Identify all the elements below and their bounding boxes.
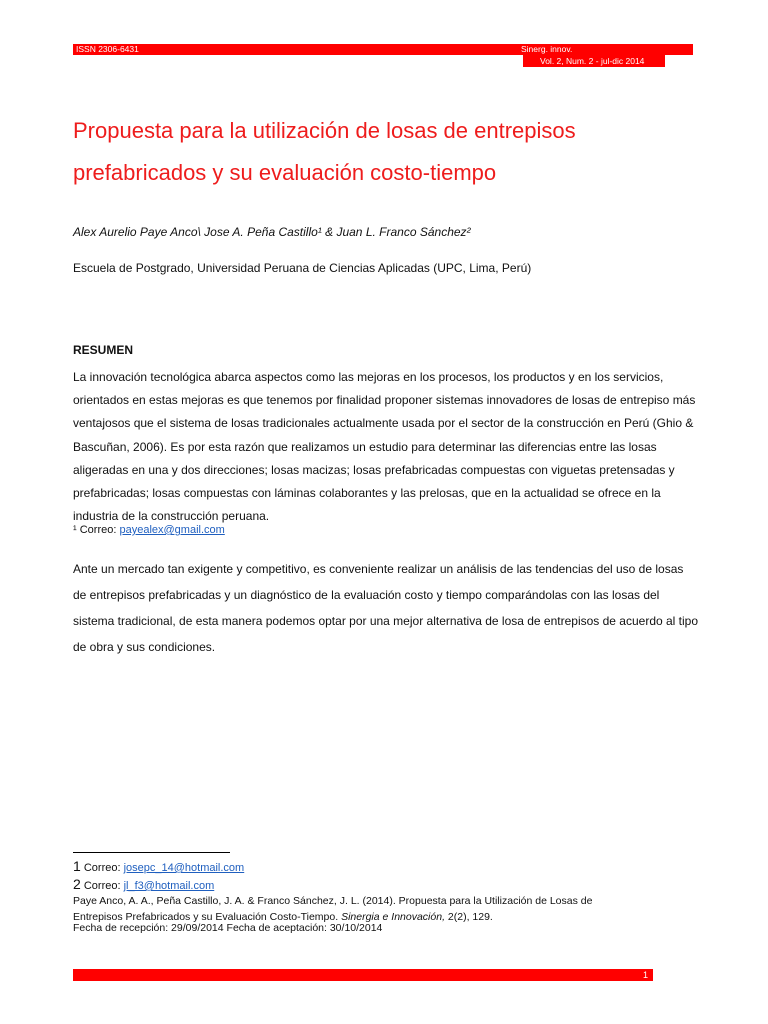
footnote-number: 2: [73, 876, 81, 892]
submission-dates: Fecha de recepción: 29/09/2014 Fecha de aceptación: 30/10/2014: [73, 922, 383, 934]
footnote-number: 1: [73, 858, 81, 874]
footnote-divider: [73, 852, 230, 853]
footnote-2: [73, 876, 214, 892]
email-link-jlf3[interactable]: jl_f3@hotmail.com: [123, 880, 215, 892]
affiliation: Escuela de Postgrado, Universidad Peruana de Ciencias Aplicadas (UPC, Lima, Perú): [73, 261, 532, 275]
citation-text: Paye Anco, A. A., Peña Castillo, J. A. & Franco Sánchez, J. L. (2014). Propuesta para la Utilización de Losas de Entrepisos Prefabricados y su Evaluación Costo-Tiempo.: [73, 895, 593, 923]
paper-title: [73, 110, 713, 194]
title-line-1: Propuesta para la utilización de losas de entrepisos: [73, 118, 576, 143]
authors: Alex Aurelio Paye Anco\ Jose A. Peña Castillo¹ & Juan L. Franco Sánchez²: [73, 225, 471, 239]
body-paragraph: Ante un mercado tan exigente y competitivo, es conveniente realizar un análisis de las tendencias del uso de losas de entrepisos prefabricadas y un diagnóstico de la evaluación costo y tiempo comparándolas con las losas del sistema tradicional, de esta manera podemos optar por una mejor alternativa de losa de entrepisos de acuerdo al tipo de obra y sus condiciones.: [73, 562, 699, 654]
inline-footnote: [73, 524, 225, 536]
footer-bar: [73, 969, 653, 981]
page-number: 1: [643, 970, 649, 980]
footnote-label: Correo:: [80, 862, 124, 874]
title-line-2: prefabricados y su evaluación costo-tiempo: [73, 160, 497, 185]
abstract-heading: RESUMEN: [73, 343, 134, 357]
citation-volume: 2(2), 129.: [444, 911, 493, 923]
inline-footnote-label: ¹ Correo:: [73, 524, 120, 536]
abstract-paragraph: La innovación tecnológica abarca aspectos como las mejoras en los procesos, los productos y en los servicios, orientados en estas mejoras es que tenemos por finalidad proponer sistemas innovadores de losas de entrepiso más ventajosos que el sistema de losas tradicionales actualmente usada por el sector de la construcción en Perú (Ghio & Bascuñan, 2006). Es por esta razón que realizamos un estudio para determinar las diferencias entre las losas aligeradas en una y dos direcciones; losas macizas; losas prefabricadas compuestas con viguetas pretensadas y prefabricadas; losas compuestas con láminas colaborantes y las prelosas, que en la actualidad se ofrece en la industria de la construcción peruana.: [73, 370, 696, 524]
journal-volume: Vol. 2, Num. 2 - jul-dic 2014: [540, 56, 645, 66]
header-bar: [73, 44, 693, 55]
citation: [73, 893, 633, 925]
footnote-1: [73, 858, 244, 874]
email-link-payealex[interactable]: payealex@gmail.com: [119, 524, 225, 536]
citation-journal: Sinergia e Innovación,: [341, 911, 445, 923]
issn-label: ISSN 2306-6431: [76, 44, 139, 54]
journal-abbrev: Sinerg. innov.: [521, 44, 573, 54]
footnote-label: Correo:: [80, 880, 124, 892]
email-link-josepc[interactable]: josepc_14@hotmail.com: [123, 862, 245, 874]
